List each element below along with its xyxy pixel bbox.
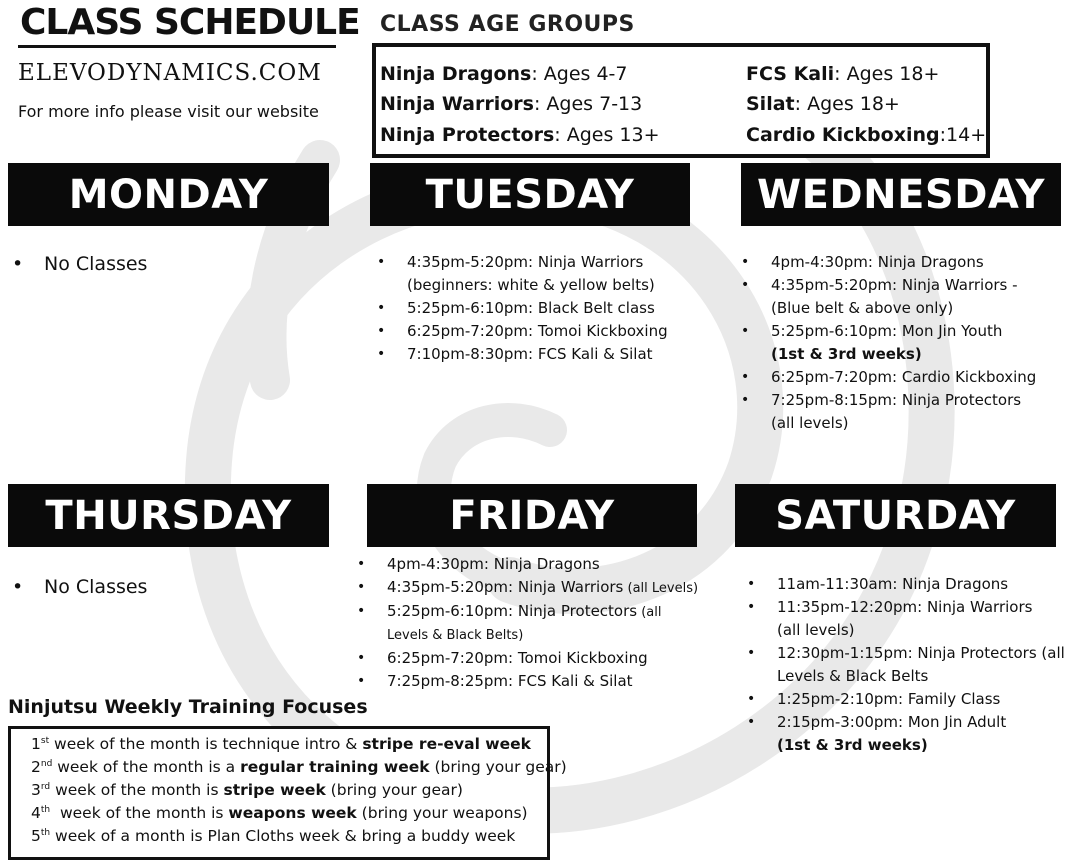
- day-header-monday: MONDAY: [8, 163, 329, 226]
- list-item: • 6:25pm-7:20pm: Tomoi Kickboxing: [357, 647, 698, 670]
- training-focus-line: 2nd week of the month is a regular training week (bring your gear): [31, 758, 567, 776]
- list-item: • 6:25pm-7:20pm: Tomoi Kickboxing: [377, 320, 668, 343]
- age-groups-box: [372, 43, 990, 158]
- list-item: • 4:35pm-5:20pm: Ninja Warriors - (Blue belt & above only): [741, 274, 1036, 320]
- list-item: • 11am-11:30am: Ninja Dragons: [747, 573, 1065, 596]
- list-item: • 5:25pm-6:10pm: Black Belt class: [377, 297, 668, 320]
- list-item: • 7:25pm-8:15pm: Ninja Protectors (all levels): [741, 389, 1036, 435]
- day-header-thursday: THURSDAY: [8, 484, 329, 547]
- list-item: • 7:25pm-8:25pm: FCS Kali & Silat: [357, 670, 698, 693]
- training-focus-line: 3rd week of the month is stripe week (bring your gear): [31, 781, 463, 799]
- list-item: • 2:15pm-3:00pm: Mon Jin Adult (1st & 3rd weeks): [747, 711, 1065, 757]
- day-header-friday: FRIDAY: [367, 484, 697, 547]
- tuesday-class-list: [377, 251, 668, 366]
- more-info-text: For more info please visit our website: [18, 102, 319, 121]
- website-url[interactable]: ELEVODYNAMICS.COM: [18, 60, 322, 86]
- wednesday-class-list: [741, 251, 1036, 435]
- training-focus-line: 5th week of a month is Plan Cloths week & bring a buddy week: [31, 827, 516, 845]
- age-group-item: FCS Kali: Ages 18+: [746, 63, 940, 85]
- age-group-item: Ninja Dragons: Ages 4-7: [380, 63, 628, 85]
- title-underline: [18, 45, 336, 48]
- list-item: • No Classes: [12, 576, 147, 598]
- list-item: • 1:25pm-2:10pm: Family Class: [747, 688, 1065, 711]
- list-item: • 4pm-4:30pm: Ninja Dragons: [741, 251, 1036, 274]
- monday-class-list: [12, 253, 147, 275]
- age-group-item: Ninja Protectors: Ages 13+: [380, 124, 660, 146]
- list-item: • 11:35pm-12:20pm: Ninja Warriors (all levels): [747, 596, 1065, 642]
- list-item: • 5:25pm-6:10pm: Ninja Protectors (all Levels & Black Belts): [357, 600, 698, 647]
- page-title: CLASS SCHEDULE: [20, 2, 360, 43]
- training-focus-heading: Ninjutsu Weekly Training Focuses: [8, 696, 368, 718]
- age-group-item: Ninja Warriors: Ages 7-13: [380, 93, 643, 115]
- list-item: • 4:35pm-5:20pm: Ninja Warriors (beginners: white & yellow belts): [377, 251, 668, 297]
- friday-class-list: [357, 553, 698, 693]
- list-item: • 5:25pm-6:10pm: Mon Jin Youth (1st & 3rd weeks): [741, 320, 1036, 366]
- list-item: • 12:30pm-1:15pm: Ninja Protectors (all Levels & Black Belts: [747, 642, 1065, 688]
- age-group-item: Silat: Ages 18+: [746, 93, 900, 115]
- list-item: • 7:10pm-8:30pm: FCS Kali & Silat: [377, 343, 668, 366]
- list-item: • 4pm-4:30pm: Ninja Dragons: [357, 553, 698, 576]
- day-header-saturday: SATURDAY: [735, 484, 1056, 547]
- list-item: • 4:35pm-5:20pm: Ninja Warriors (all Levels): [357, 576, 698, 600]
- age-group-item: Cardio Kickboxing:14+: [746, 124, 987, 146]
- list-item: • 6:25pm-7:20pm: Cardio Kickboxing: [741, 366, 1036, 389]
- day-header-tuesday: TUESDAY: [370, 163, 690, 226]
- age-groups-heading: CLASS AGE GROUPS: [380, 12, 635, 37]
- day-header-wednesday: WEDNESDAY: [741, 163, 1061, 226]
- list-item: • No Classes: [12, 253, 147, 275]
- thursday-class-list: [12, 576, 147, 598]
- training-focus-line: 4th week of the month is weapons week (bring your weapons): [31, 804, 528, 822]
- saturday-class-list: [747, 573, 1065, 757]
- training-focus-line: 1st week of the month is technique intro & stripe re-eval week: [31, 735, 531, 753]
- training-focus-box: [8, 726, 567, 860]
